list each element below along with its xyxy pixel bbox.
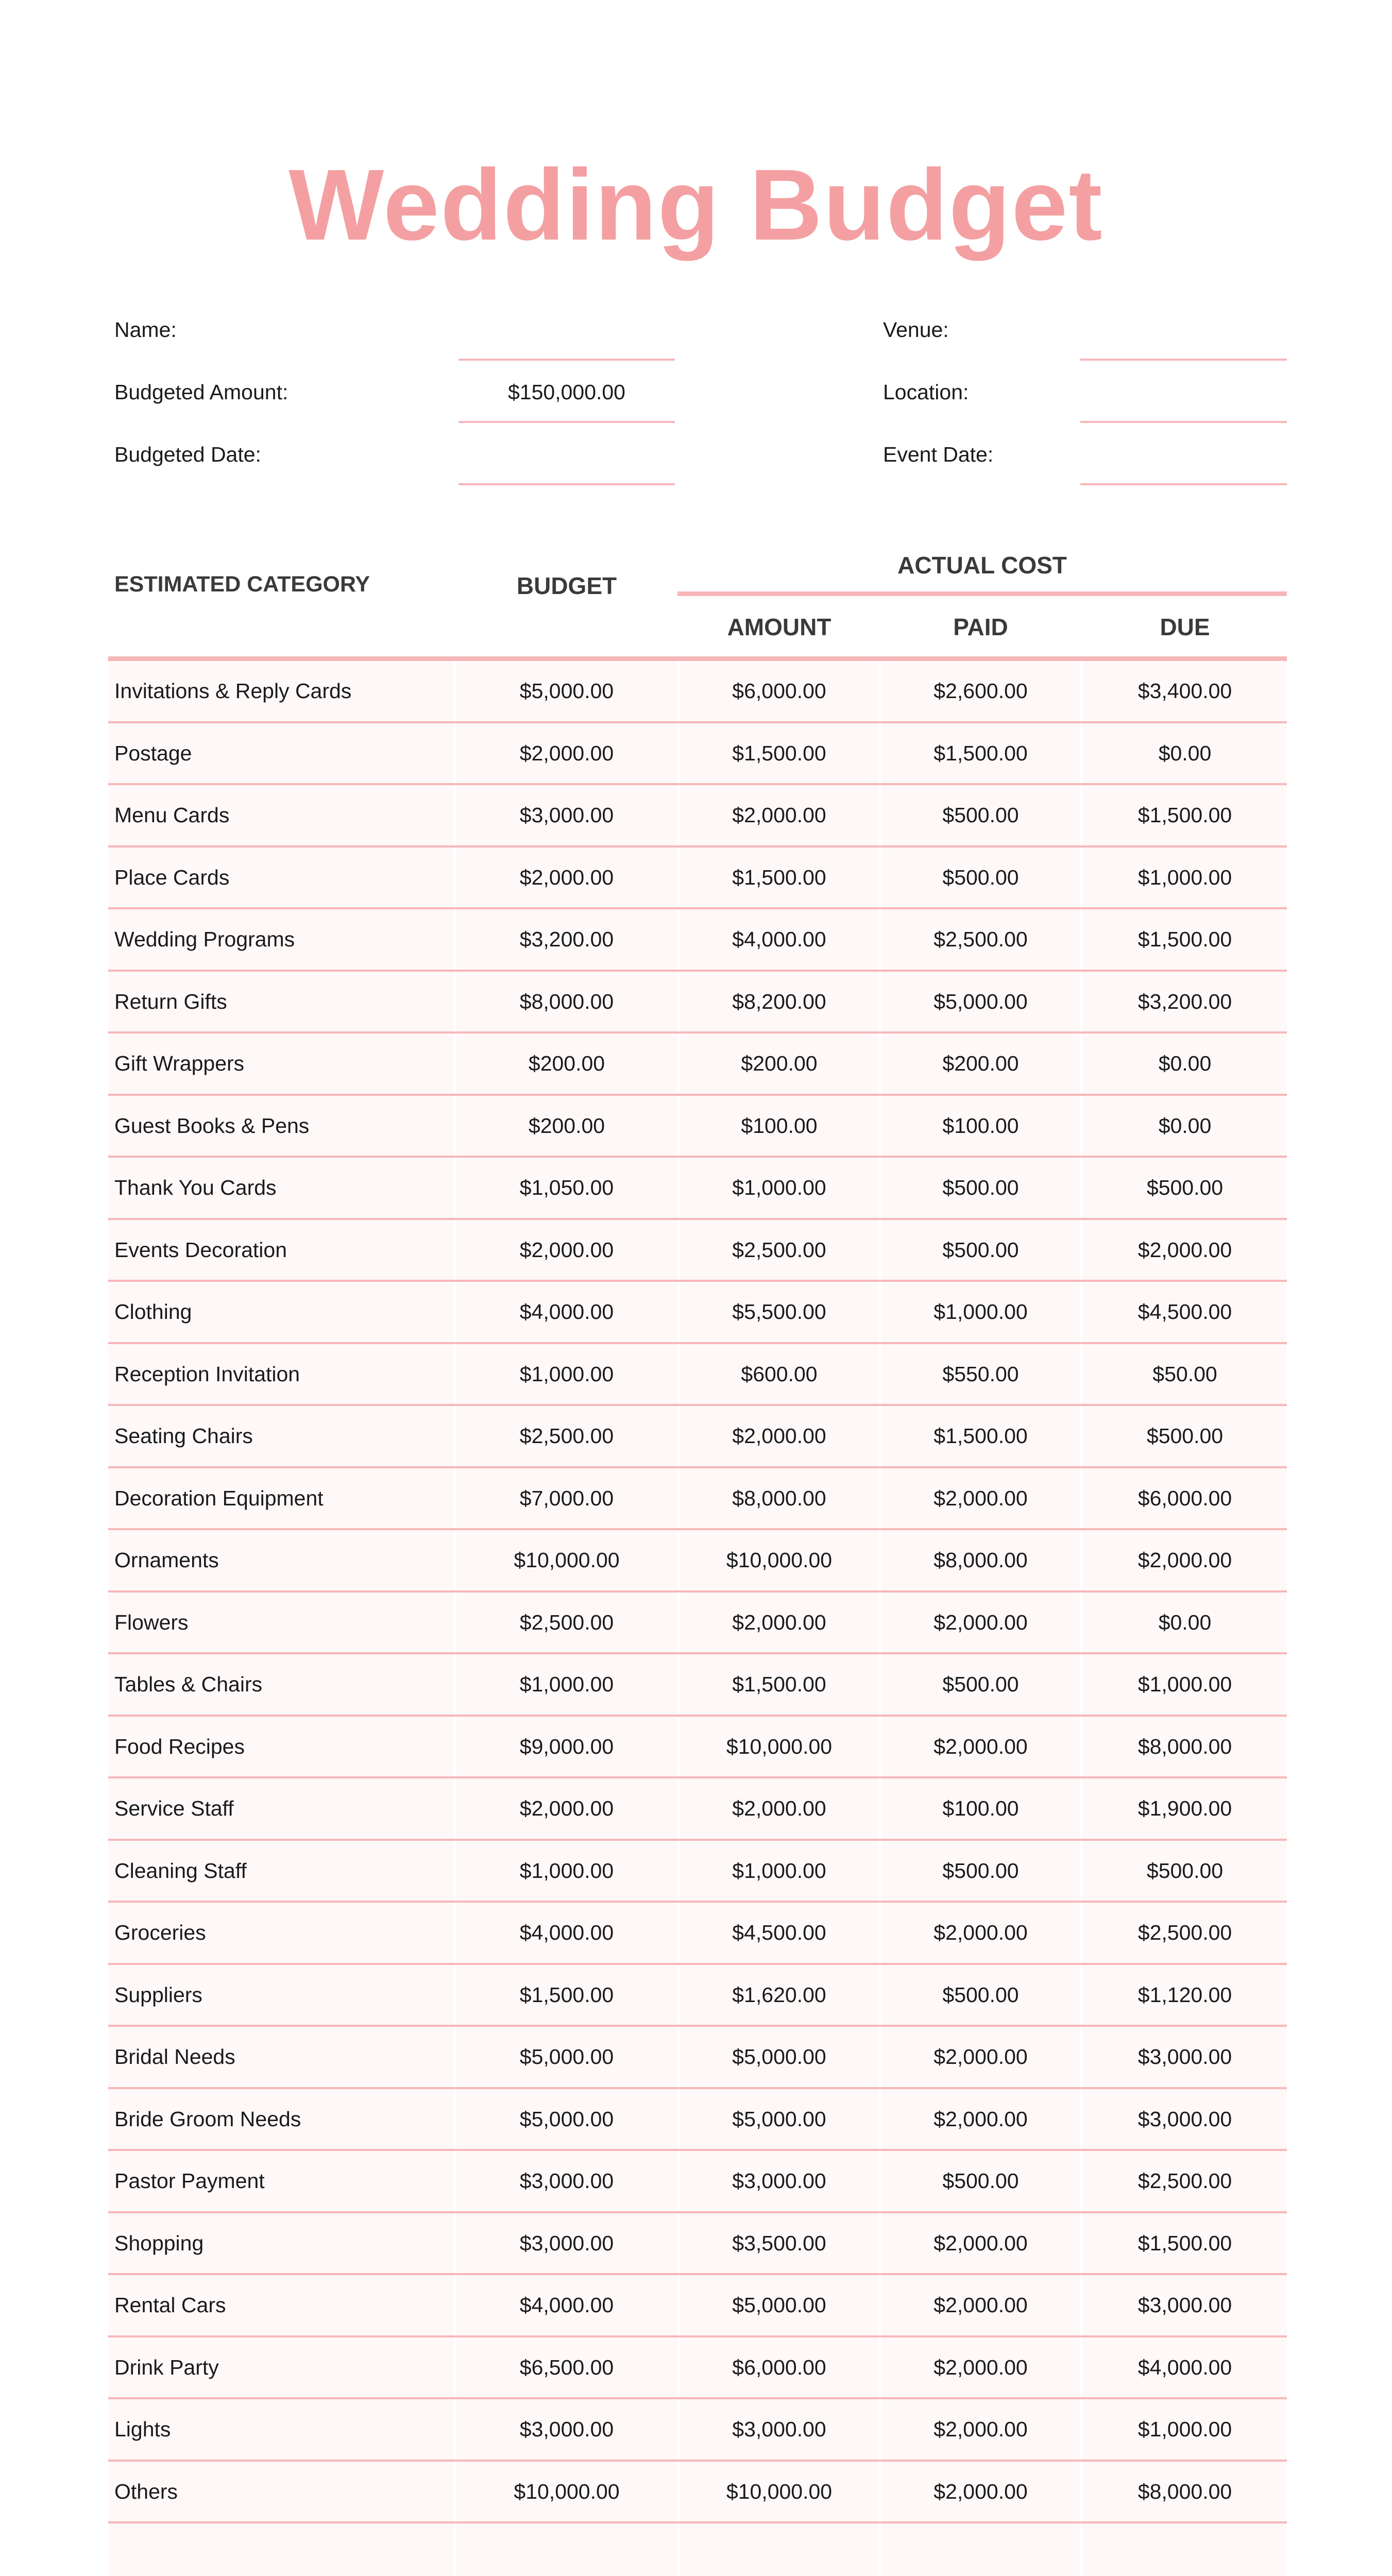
row-paid[interactable]: $2,000.00 (881, 2275, 1080, 2335)
table-row (108, 785, 1287, 848)
table-row (108, 723, 1287, 786)
row-budget[interactable]: $1,500.00 (456, 1965, 677, 2025)
row-amount[interactable]: $10,000.00 (680, 2462, 878, 2522)
table-row (108, 2337, 1287, 2400)
row-budget[interactable]: $3,000.00 (456, 2399, 677, 2460)
row-category[interactable]: Flowers (108, 1592, 453, 1653)
row-due[interactable]: $3,200.00 (1083, 972, 1287, 1032)
row-category[interactable]: Ornaments (108, 1530, 453, 1590)
row-due[interactable]: $500.00 (1083, 1158, 1287, 1218)
row-budget[interactable]: $3,000.00 (456, 2151, 677, 2211)
actual-cost-divider (677, 591, 1287, 596)
row-due[interactable]: $1,000.00 (1083, 848, 1287, 908)
table-row (108, 1778, 1287, 1841)
row-paid[interactable]: $100.00 (881, 1778, 1080, 1839)
row-due[interactable]: $1,120.00 (1083, 1965, 1287, 2025)
row-paid[interactable] (881, 2523, 1080, 2576)
table-row (108, 1841, 1287, 1903)
row-category[interactable]: Groceries (108, 1903, 453, 1963)
row-budget[interactable]: $2,000.00 (456, 1778, 677, 1839)
row-category[interactable]: Seating Chairs (108, 1406, 453, 1466)
row-budget[interactable]: $2,500.00 (456, 1592, 677, 1653)
row-due[interactable]: $8,000.00 (1083, 1717, 1287, 1777)
event-date-label: Event Date: (883, 443, 994, 466)
row-amount[interactable]: $3,000.00 (680, 2151, 878, 2211)
row-due[interactable]: $0.00 (1083, 1033, 1287, 1094)
row-paid[interactable]: $8,000.00 (881, 1530, 1080, 1590)
table-row (108, 1468, 1287, 1531)
row-paid[interactable]: $1,500.00 (881, 723, 1080, 784)
row-amount[interactable]: $5,000.00 (680, 2089, 878, 2149)
row-budget[interactable]: $5,000.00 (456, 2027, 677, 2087)
table-row (108, 848, 1287, 910)
row-budget[interactable]: $1,050.00 (456, 1158, 677, 1218)
table-row (108, 2275, 1287, 2337)
row-due[interactable]: $4,000.00 (1083, 2337, 1287, 2398)
row-budget[interactable]: $2,000.00 (456, 848, 677, 908)
row-paid[interactable]: $100.00 (881, 1096, 1080, 1156)
header-amount: AMOUNT (727, 614, 831, 640)
row-paid[interactable]: $500.00 (881, 1965, 1080, 2025)
location-field[interactable] (1080, 361, 1287, 423)
row-paid[interactable]: $500.00 (881, 1220, 1080, 1280)
row-amount[interactable]: $4,000.00 (680, 909, 878, 970)
row-amount[interactable]: $8,200.00 (680, 972, 878, 1032)
row-paid[interactable]: $500.00 (881, 848, 1080, 908)
row-amount[interactable]: $1,500.00 (680, 723, 878, 784)
table-row (108, 1096, 1287, 1158)
row-due[interactable]: $3,400.00 (1083, 661, 1287, 721)
row-paid[interactable]: $5,000.00 (881, 972, 1080, 1032)
row-due[interactable]: $2,000.00 (1083, 1220, 1287, 1280)
row-paid[interactable]: $2,000.00 (881, 2337, 1080, 2398)
location-label: Location: (883, 380, 969, 404)
table-row (108, 1344, 1287, 1406)
row-paid[interactable]: $2,000.00 (881, 1592, 1080, 1653)
budgeted-date-field[interactable] (459, 423, 675, 485)
row-amount[interactable]: $100.00 (680, 1096, 878, 1156)
header-divider (108, 656, 1287, 661)
table-row (108, 1965, 1287, 2027)
row-due[interactable]: $1,000.00 (1083, 2399, 1287, 2460)
row-budget[interactable]: $6,500.00 (456, 2337, 677, 2398)
row-paid[interactable]: $2,000.00 (881, 1903, 1080, 1963)
row-category[interactable]: Pastor Payment (108, 2151, 453, 2211)
row-due[interactable]: $3,000.00 (1083, 2027, 1287, 2087)
row-due[interactable]: $0.00 (1083, 723, 1287, 784)
row-amount[interactable]: $10,000.00 (680, 1530, 878, 1590)
row-budget[interactable]: $10,000.00 (456, 2462, 677, 2522)
row-category[interactable]: Food Recipes (108, 1717, 453, 1777)
row-amount[interactable] (680, 2523, 878, 2576)
row-budget[interactable]: $1,000.00 (456, 1654, 677, 1715)
row-amount[interactable]: $3,000.00 (680, 2399, 878, 2460)
row-paid[interactable]: $2,000.00 (881, 2462, 1080, 2522)
row-due[interactable]: $0.00 (1083, 1592, 1287, 1653)
row-category[interactable]: Clothing (108, 1282, 453, 1342)
row-category[interactable]: Thank You Cards (108, 1158, 453, 1218)
row-category[interactable]: Lights (108, 2399, 453, 2460)
row-due[interactable]: $1,900.00 (1083, 1778, 1287, 1839)
row-category[interactable]: Postage (108, 723, 453, 784)
row-amount[interactable]: $6,000.00 (680, 2337, 878, 2398)
table-row (108, 1158, 1287, 1220)
row-category[interactable]: Return Gifts (108, 972, 453, 1032)
row-amount[interactable]: $1,500.00 (680, 1654, 878, 1715)
budgeted-date-label: Budgeted Date: (114, 443, 261, 466)
row-budget[interactable]: $4,000.00 (456, 1282, 677, 1342)
row-due[interactable]: $50.00 (1083, 1344, 1287, 1404)
row-amount[interactable]: $2,000.00 (680, 785, 878, 845)
row-category[interactable]: Place Cards (108, 848, 453, 908)
row-amount[interactable]: $5,000.00 (680, 2275, 878, 2335)
row-budget[interactable]: $8,000.00 (456, 972, 677, 1032)
row-amount[interactable]: $10,000.00 (680, 1717, 878, 1777)
row-paid[interactable]: $2,000.00 (881, 1468, 1080, 1529)
table-row (108, 2027, 1287, 2089)
row-budget[interactable]: $3,000.00 (456, 2213, 677, 2274)
name-label: Name: (114, 318, 177, 342)
row-amount[interactable]: $6,000.00 (680, 661, 878, 721)
header-due: DUE (1160, 614, 1210, 640)
row-category[interactable]: Service Staff (108, 1778, 453, 1839)
row-due[interactable]: $4,500.00 (1083, 1282, 1287, 1342)
row-paid[interactable]: $500.00 (881, 1158, 1080, 1218)
venue-label: Venue: (883, 318, 949, 342)
row-paid[interactable]: $2,000.00 (881, 1717, 1080, 1777)
row-category[interactable]: Menu Cards (108, 785, 453, 845)
row-due[interactable]: $2,500.00 (1083, 2151, 1287, 2211)
row-category[interactable]: Suppliers (108, 1965, 453, 2025)
row-due[interactable] (1083, 2523, 1287, 2576)
row-budget[interactable]: $5,000.00 (456, 661, 677, 721)
row-category[interactable]: Decoration Equipment (108, 1468, 453, 1529)
row-amount[interactable]: $1,500.00 (680, 848, 878, 908)
table-row (108, 1654, 1287, 1717)
table-row (108, 2089, 1287, 2151)
row-paid[interactable]: $2,000.00 (881, 2399, 1080, 2460)
row-amount[interactable]: $600.00 (680, 1344, 878, 1404)
row-due[interactable]: $2,500.00 (1083, 1903, 1287, 1963)
table-row (108, 1717, 1287, 1779)
row-amount[interactable]: $3,500.00 (680, 2213, 878, 2274)
row-amount[interactable]: $2,000.00 (680, 1592, 878, 1653)
row-paid[interactable]: $2,000.00 (881, 2089, 1080, 2149)
row-amount[interactable]: $1,000.00 (680, 1158, 878, 1218)
table-row (108, 2399, 1287, 2462)
row-amount[interactable]: $8,000.00 (680, 1468, 878, 1529)
budgeted-amount-label: Budgeted Amount: (114, 380, 288, 404)
table-row (108, 2151, 1287, 2213)
row-budget[interactable]: $5,000.00 (456, 2089, 677, 2149)
table-row (108, 661, 1287, 723)
row-category[interactable]: Wedding Programs (108, 909, 453, 970)
row-budget[interactable]: $10,000.00 (456, 1530, 677, 1590)
table-row (108, 1530, 1287, 1592)
header-budget: BUDGET (516, 572, 617, 599)
row-paid[interactable]: $2,500.00 (881, 909, 1080, 970)
row-category[interactable]: Bridal Needs (108, 2027, 453, 2087)
table-row (108, 909, 1287, 972)
row-due[interactable]: $1,500.00 (1083, 785, 1287, 845)
row-category[interactable]: Bride Groom Needs (108, 2089, 453, 2149)
row-due[interactable]: $3,000.00 (1083, 2089, 1287, 2149)
row-amount[interactable]: $1,620.00 (680, 1965, 878, 2025)
row-due[interactable]: $6,000.00 (1083, 1468, 1287, 1529)
row-due[interactable]: $1,500.00 (1083, 909, 1287, 970)
row-category[interactable]: Tables & Chairs (108, 1654, 453, 1715)
row-amount[interactable]: $2,000.00 (680, 1406, 878, 1466)
row-due[interactable]: $2,000.00 (1083, 1530, 1287, 1590)
row-budget[interactable]: $200.00 (456, 1033, 677, 1094)
row-amount[interactable]: $1,000.00 (680, 1841, 878, 1901)
row-due[interactable]: $0.00 (1083, 1096, 1287, 1156)
row-category[interactable]: Reception Invitation (108, 1344, 453, 1404)
row-amount[interactable]: $2,500.00 (680, 1220, 878, 1280)
event-date-field[interactable] (1080, 423, 1287, 485)
row-amount[interactable]: $4,500.00 (680, 1903, 878, 1963)
row-category[interactable] (108, 2523, 453, 2576)
row-due[interactable]: $500.00 (1083, 1406, 1287, 1466)
table-row (108, 1592, 1287, 1655)
row-category[interactable]: Drink Party (108, 2337, 453, 2398)
header-estimated-category: ESTIMATED CATEGORY (114, 572, 370, 597)
row-budget[interactable]: $1,000.00 (456, 1841, 677, 1901)
table-row (108, 1282, 1287, 1344)
row-budget[interactable] (456, 2523, 677, 2576)
page-title: Wedding Budget (288, 148, 1104, 261)
row-paid[interactable]: $500.00 (881, 2151, 1080, 2211)
row-due[interactable]: $500.00 (1083, 1841, 1287, 1901)
row-budget[interactable]: $2,000.00 (456, 1220, 677, 1280)
row-budget[interactable]: $4,000.00 (456, 1903, 677, 1963)
row-paid[interactable]: $200.00 (881, 1033, 1080, 1094)
row-category[interactable]: Cleaning Staff (108, 1841, 453, 1901)
row-paid[interactable]: $1,500.00 (881, 1406, 1080, 1466)
row-amount[interactable]: $200.00 (680, 1033, 878, 1094)
row-paid[interactable]: $1,000.00 (881, 1282, 1080, 1342)
row-paid[interactable]: $500.00 (881, 785, 1080, 845)
row-budget[interactable]: $1,000.00 (456, 1344, 677, 1404)
row-category[interactable]: Others (108, 2462, 453, 2522)
row-paid[interactable]: $2,000.00 (881, 2027, 1080, 2087)
row-budget[interactable]: $3,000.00 (456, 785, 677, 845)
row-due[interactable]: $8,000.00 (1083, 2462, 1287, 2522)
row-budget[interactable]: $2,000.00 (456, 723, 677, 784)
header-actual-cost: ACTUAL COST (897, 552, 1067, 579)
row-category[interactable]: Events Decoration (108, 1220, 453, 1280)
row-paid[interactable]: $550.00 (881, 1344, 1080, 1404)
row-amount[interactable]: $5,500.00 (680, 1282, 878, 1342)
row-budget[interactable]: $9,000.00 (456, 1717, 677, 1777)
table-row (108, 2462, 1287, 2524)
row-budget[interactable]: $200.00 (456, 1096, 677, 1156)
row-budget[interactable]: $7,000.00 (456, 1468, 677, 1529)
row-paid[interactable]: $2,600.00 (881, 661, 1080, 721)
row-category[interactable]: Shopping (108, 2213, 453, 2274)
budget-table-body (108, 661, 1287, 2576)
row-budget[interactable]: $3,200.00 (456, 909, 677, 970)
table-row (108, 2213, 1287, 2276)
budgeted-amount-field[interactable]: $150,000.00 (459, 361, 675, 423)
venue-field[interactable] (1080, 299, 1287, 361)
row-category[interactable]: Invitations & Reply Cards (108, 661, 453, 721)
row-category[interactable]: Guest Books & Pens (108, 1096, 453, 1156)
table-row (108, 1033, 1287, 1096)
row-budget[interactable]: $2,500.00 (456, 1406, 677, 1466)
table-row (108, 1903, 1287, 1965)
row-paid[interactable]: $500.00 (881, 1841, 1080, 1901)
row-category[interactable]: Gift Wrappers (108, 1033, 453, 1094)
row-due[interactable]: $1,500.00 (1083, 2213, 1287, 2274)
table-row (108, 2523, 1287, 2576)
table-row (108, 972, 1287, 1034)
table-row (108, 1406, 1287, 1468)
row-budget[interactable]: $4,000.00 (456, 2275, 677, 2335)
row-due[interactable]: $3,000.00 (1083, 2275, 1287, 2335)
row-paid[interactable]: $2,000.00 (881, 2213, 1080, 2274)
name-field[interactable] (459, 299, 675, 361)
table-row (108, 1220, 1287, 1282)
row-amount[interactable]: $2,000.00 (680, 1778, 878, 1839)
header-paid: PAID (953, 614, 1008, 640)
row-amount[interactable]: $5,000.00 (680, 2027, 878, 2087)
row-paid[interactable]: $500.00 (881, 1654, 1080, 1715)
row-category[interactable]: Rental Cars (108, 2275, 453, 2335)
row-due[interactable]: $1,000.00 (1083, 1654, 1287, 1715)
